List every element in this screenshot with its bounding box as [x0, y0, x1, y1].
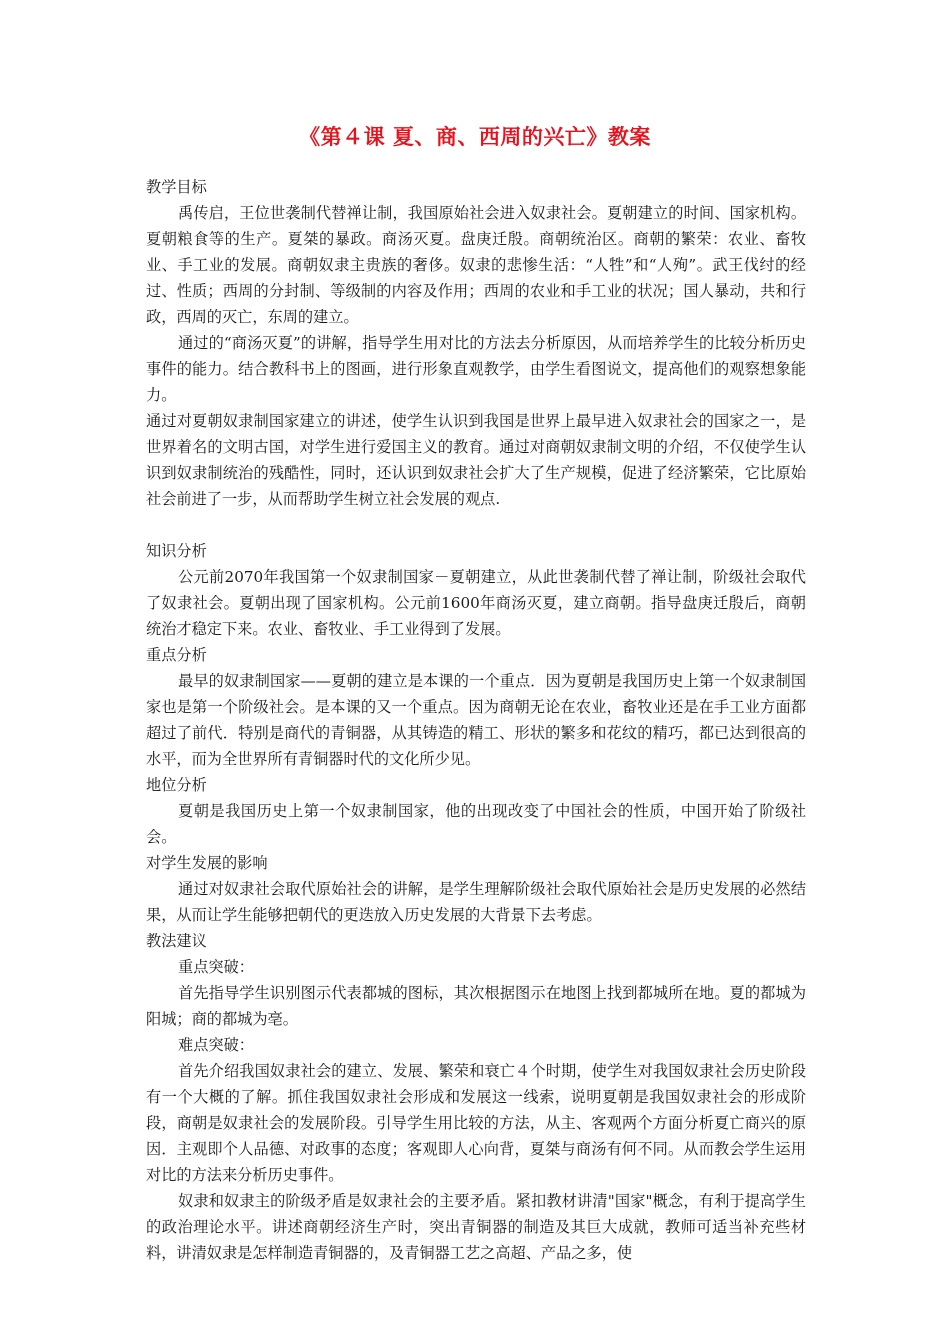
paragraph: 公元前2070年我国第一个奴隶制国家－夏朝建立，从此世袭制代替了禅让制，阶级社会取代了奴隶社会。夏朝出现了国家机构。公元前1600年商汤灭夏，建立商朝。指导盘庚迁殷后，商朝统治才稳定下来。农业、畜牧业、手工业得到了发展。: [146, 568, 806, 638]
paragraph: 夏朝是我国历史上第一个奴隶制国家，他的出现改变了中国社会的性质，中国开始了阶级社会。: [146, 802, 806, 846]
document-title: 《第４课 夏、商、西周的兴亡》教案: [299, 125, 651, 149]
paragraph: 首先指导学生识别图示代表都城的图标，其次根据图示在地图上找到都城所在地。夏的都城为阳城；商的都城为亳。: [146, 984, 806, 1028]
paragraph: 首先介绍我国奴隶社会的建立、发展、繁荣和衰亡４个时期，使学生对我国奴隶社会历史阶段有一个大概的了解。抓住我国奴隶社会形成和发展这一线索，说明夏朝是我国奴隶社会的形成阶段，商朝是奴隶社会的发展阶段。引导学生用比较的方法，从主、客观两个方面分析夏亡商兴的原因．主观即个人品德、对政事的态度；客观即人心向背，夏桀与商汤有何不同。从而教会学生运用对比的方法来分析历史事件。: [146, 1062, 806, 1184]
section-heading: 知识分析: [146, 542, 207, 560]
paragraph: 通过的“商汤灭夏”的讲解，指导学生用对比的方法去分析原因，从而培养学生的比较分析历史事件的能力。结合教科书上的图画，进行形象直观教学，由学生看图说文，提高他们的观察想象能力。: [146, 334, 806, 404]
section-heading: 教法建议: [146, 932, 207, 950]
paragraph: 最早的奴隶制国家——夏朝的建立是本课的一个重点．因为夏朝是我国历史上第一个奴隶制国家也是第一个阶级社会。是本课的又一个重点。因为商朝无论在农业，畜牧业还是在手工业方面都超过了前代．特别是商代的青铜器，从其铸造的精工、形状的繁多和花纹的精巧，都已达到很高的水平，而为全世界所有青铜器时代的文化所少见。: [146, 672, 806, 768]
paragraph: 难点突破：: [178, 1036, 254, 1054]
section-heading: 重点分析: [146, 646, 207, 664]
paragraph: 通过对夏朝奴隶制国家建立的讲述，使学生认识到我国是世界上最早进入奴隶社会的国家之一，是世界着名的文明古国，对学生进行爱国主义的教育。通过对商朝奴隶制文明的介绍，不仅使学生认识到奴隶制统治的残酷性，同时，还认识到奴隶社会扩大了生产规模，促进了经济繁荣，它比原始社会前进了一步，从而帮助学生树立社会发展的观点.: [146, 412, 806, 508]
paragraph-spacer: [146, 512, 806, 538]
paragraph: 重点突破：: [178, 958, 254, 976]
section-heading: 教学目标: [146, 178, 207, 196]
paragraph: 通过对奴隶社会取代原始社会的讲解，是学生理解阶级社会取代原始社会是历史发展的必然结果，从而让学生能够把朝代的更迭放入历史发展的大背景下去考虑。: [146, 880, 806, 924]
section-heading: 地位分析: [146, 776, 207, 794]
paragraph: 奴隶和奴隶主的阶级矛盾是奴隶社会的主要矛盾。紧扣教材讲清"国家"概念，有利于提高学生的政治理论水平。讲述商朝经济生产时，突出青铜器的制造及其巨大成就，教师可适当补充些材料，讲清奴隶是怎样制造青铜器的，及青铜器工艺之高超、产品之多，使: [146, 1192, 806, 1262]
paragraph: 禹传启，王位世袭制代替禅让制，我国原始社会进入奴隶社会。夏朝建立的时间、国家机构。夏朝粮食等的生产。夏桀的暴政。商汤灭夏。盘庚迁殷。商朝统治区。商朝的繁荣：农业、畜牧业、手工业的发展。商朝奴隶主贵族的奢侈。奴隶的悲惨生活：“人牲”和“人殉”。武王伐纣的经过、性质；西周的分封制、等级制的内容及作用；西周的农业和手工业的状况；国人暴动，共和行政，西周的灭亡，东周的建立。: [146, 204, 806, 326]
section-heading: 对学生发展的影响: [146, 854, 268, 872]
document-body: [146, 174, 806, 1266]
